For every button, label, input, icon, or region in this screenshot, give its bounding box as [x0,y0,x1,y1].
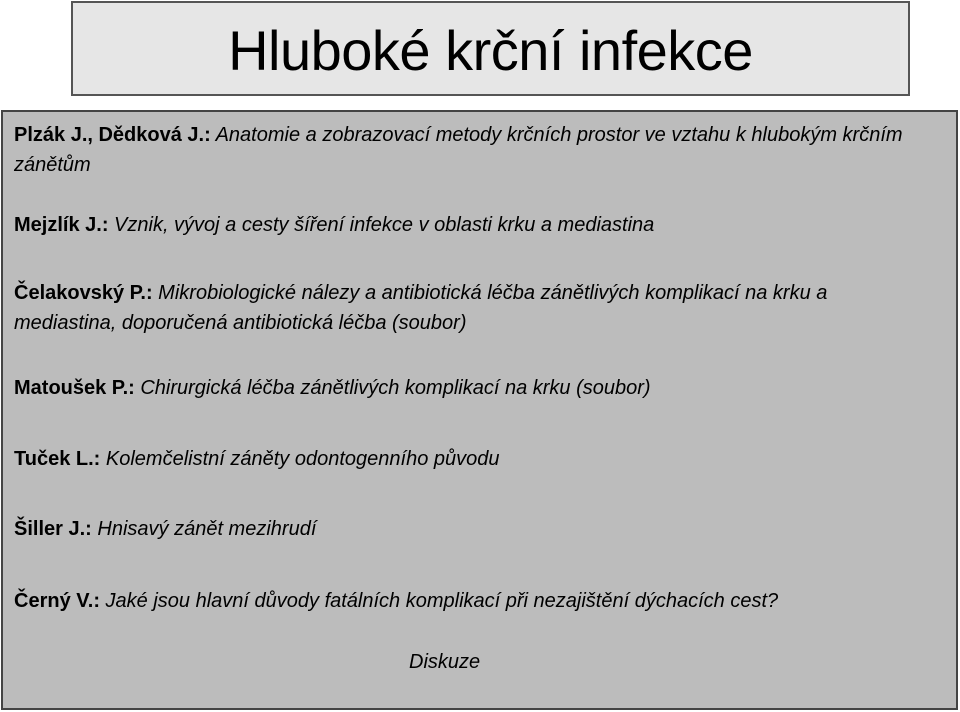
entry-author: Mejzlík J. [14,214,102,236]
entry-separator: : [93,448,101,470]
entry-author: Plzák J., Dědková J. [14,124,205,146]
entry-separator: : [85,518,92,540]
page-title: Hluboké krční infekce [228,19,753,82]
entry-separator: : [145,282,153,304]
list-item [14,120,934,180]
entry-topic: Anatomie a zobrazovací metody krčních prostor ve vztahu k hlubokým krčním zánětům [14,124,903,176]
entry-author: Černý V. [14,590,94,612]
discussion-note: Diskuze [409,651,481,673]
entry-separator: : [93,590,100,612]
entry-topic: Vznik, vývoj a cesty šíření infekce v oblasti krku a mediastina [108,214,655,236]
entry-separator: : [128,377,135,399]
list-item [14,210,934,240]
list-item [14,373,934,403]
title-box [71,1,910,96]
entry-author: Šiller J. [14,518,86,540]
entry-author: Čelakovský P. [14,282,146,304]
entry-topic: Kolemčelistní záněty odontogenního původu [100,448,500,470]
list-item [14,586,934,616]
entry-author: Tuček L. [14,448,94,470]
list-item [14,514,934,544]
speaker-list [1,110,958,710]
list-item [14,278,934,338]
entry-topic: Jaké jsou hlavní důvody fatálních komplikací při nezajištění dýchacích cest? [99,590,779,612]
entry-topic: Chirurgická léčba zánětlivých komplikací na krku (soubor) [134,377,651,399]
entry-separator: : [204,124,211,146]
entry-topic: Hnisavý zánět mezihrudí [91,518,317,540]
entry-separator: : [101,214,109,236]
list-item [14,444,934,474]
entry-author: Matoušek P. [14,377,129,399]
entry-topic: Mikrobiologické nálezy a antibiotická léčba zánětlivých komplikací na krku a mediastina, doporučená antibiotická léčba (soubor) [14,282,828,334]
